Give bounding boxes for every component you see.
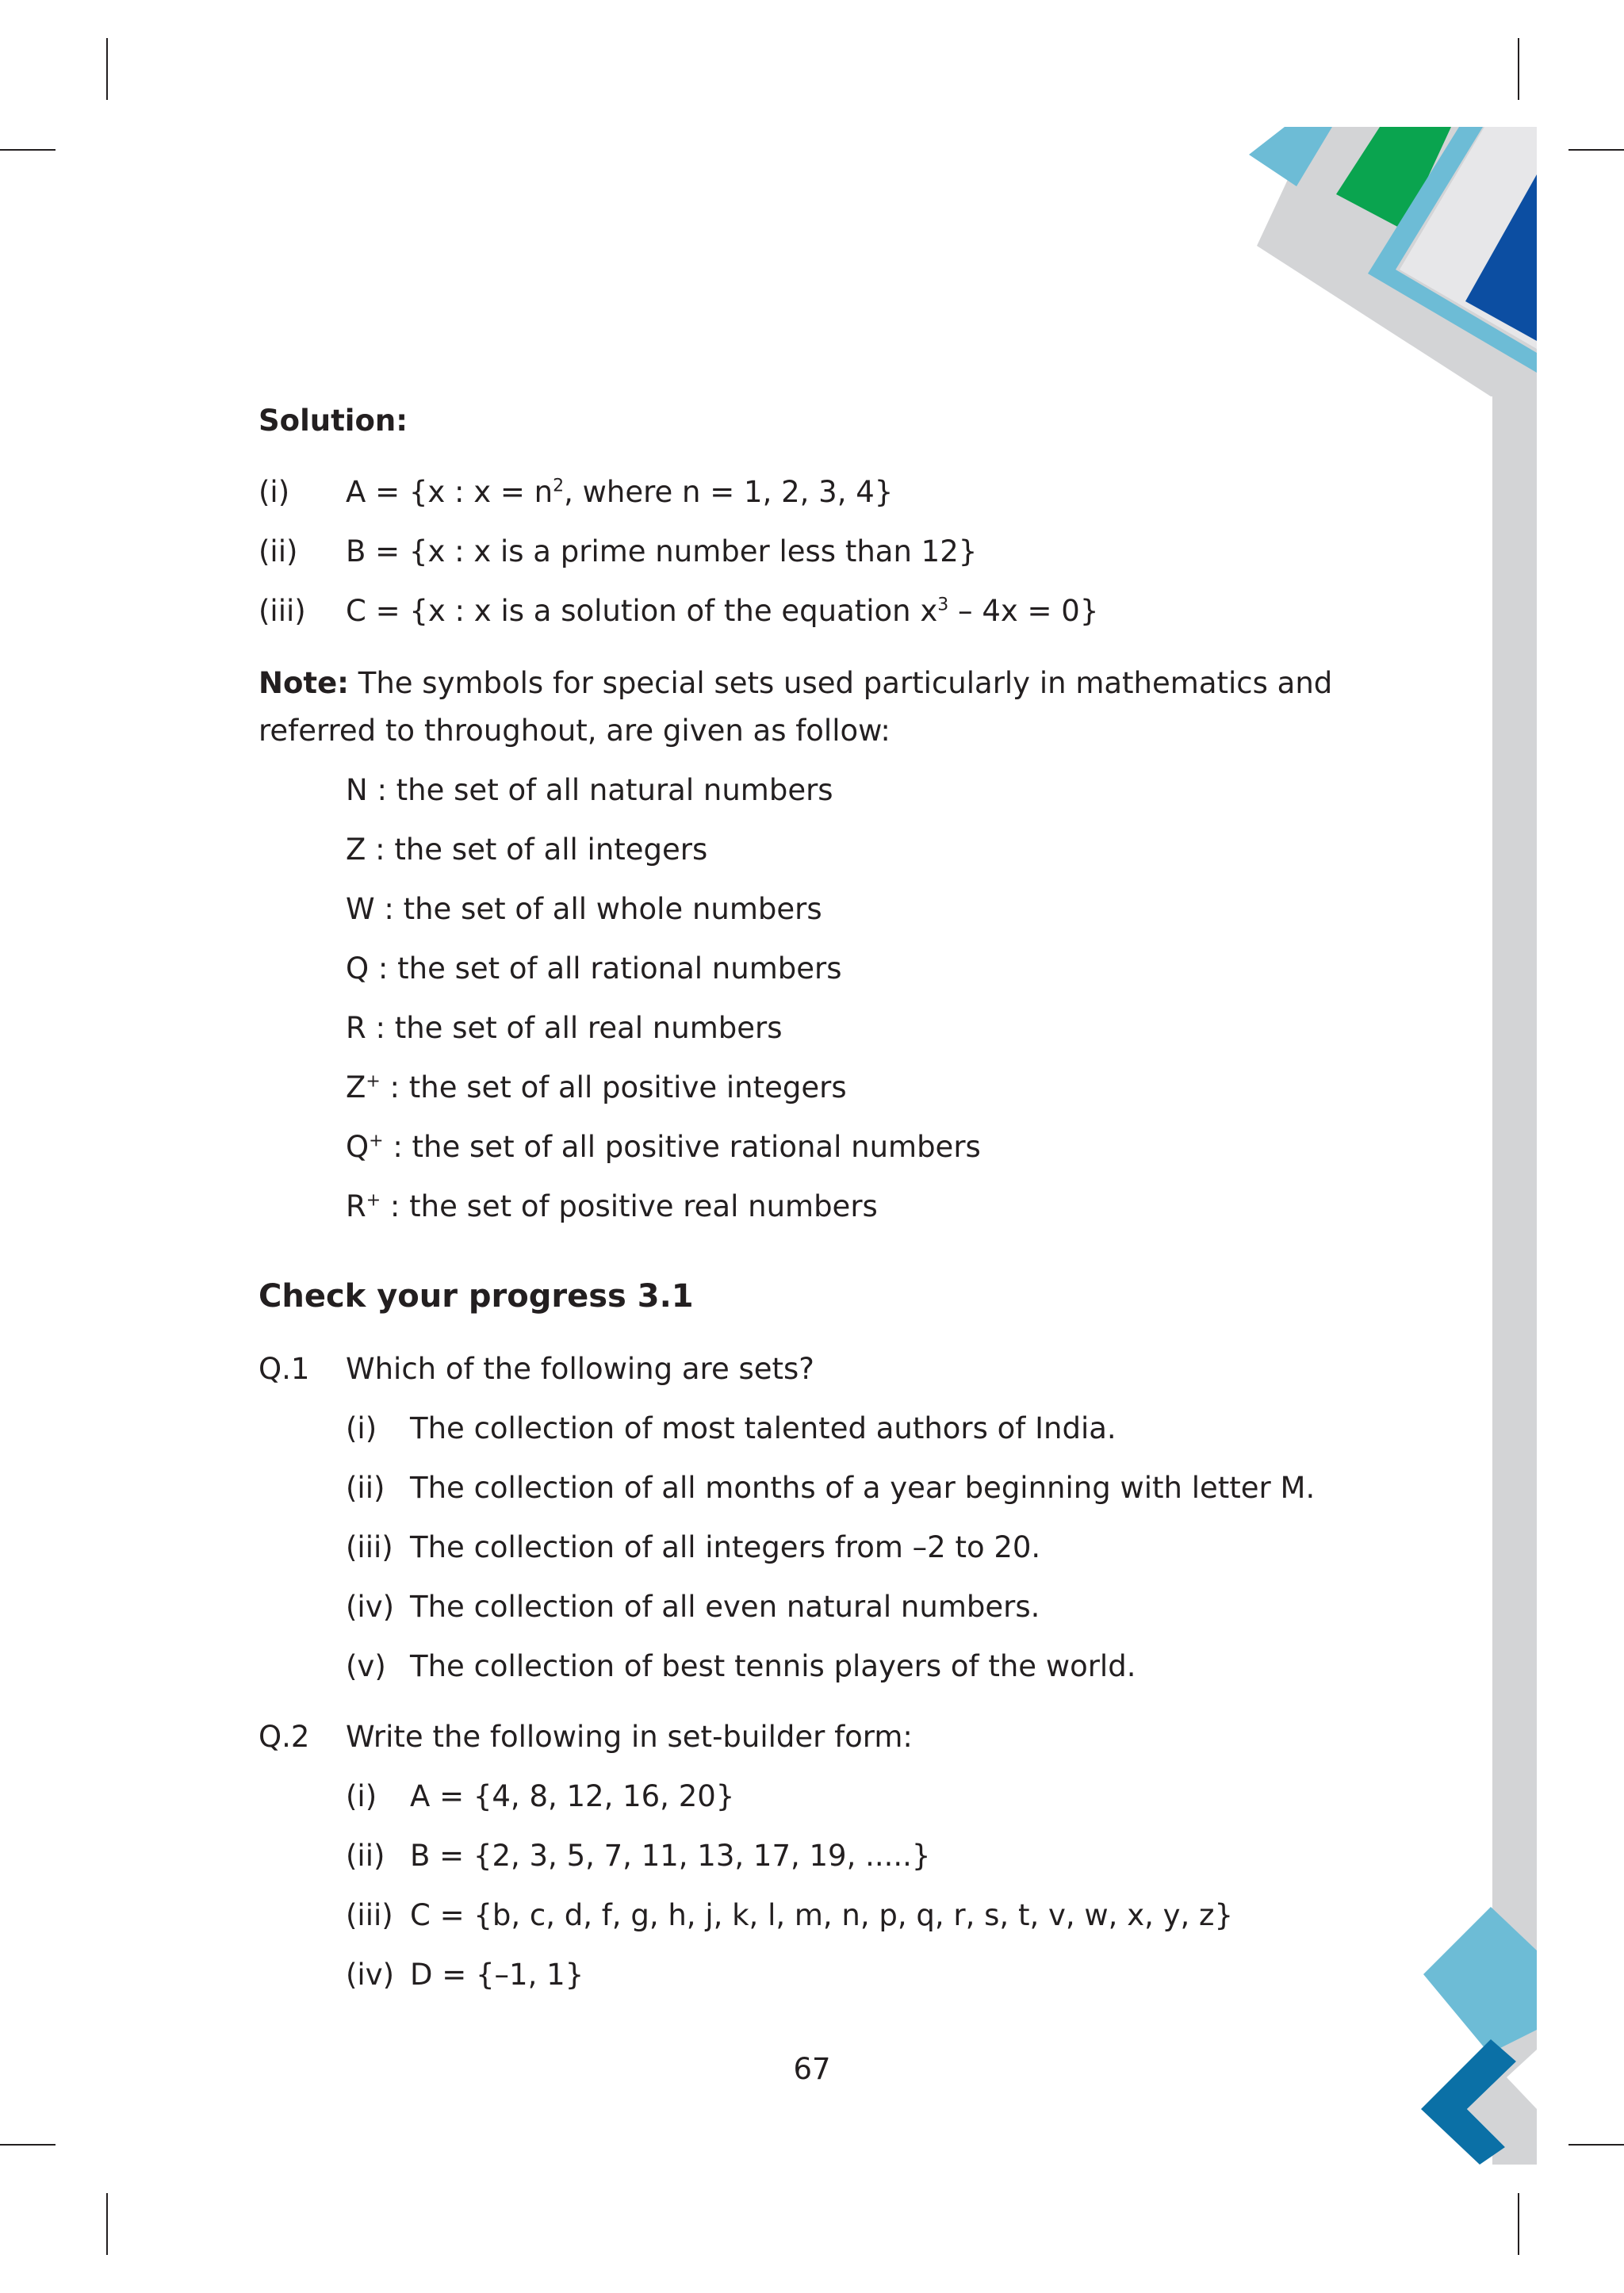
symbol-definition: Q : the set of all rational numbers	[346, 951, 842, 986]
solution-item-num: (ii)	[259, 534, 298, 568]
question-item-text: The collection of all months of a year beginning with letter M.	[410, 1471, 1316, 1505]
question-num: Q.2	[259, 1720, 310, 1754]
question-item-num: (ii)	[346, 1839, 385, 1873]
question-item-text: The collection of most talented authors of India.	[410, 1411, 1116, 1445]
question-item-text: B = {2, 3, 5, 7, 11, 13, 17, 19, .....}	[410, 1839, 931, 1873]
question-item-text: D = {–1, 1}	[410, 1958, 584, 1992]
solution-heading: Solution:	[259, 404, 408, 438]
question-text: Write the following in set-builder form:	[346, 1720, 913, 1754]
note-paragraph	[259, 660, 1385, 755]
question-item-num: (iv)	[346, 1590, 395, 1624]
question-item-num: (i)	[346, 1779, 377, 1813]
symbol-definition: R+ : the set of positive real numbers	[346, 1189, 878, 1223]
solution-item-text: A = {x : $x = n^2$, where n = 1, 2, 3, 4}	[346, 475, 894, 509]
question-item-num: (ii)	[346, 1471, 385, 1505]
solution-item-num: (iii)	[259, 594, 306, 628]
solution-item-text: B = {x : x is a prime number less than 12}	[346, 534, 978, 568]
solution-item-text: C = {x : x is a solution of the equation $x^3 - 4x = 0$}	[346, 594, 1099, 628]
question-item-text: A = {4, 8, 12, 16, 20}	[410, 1779, 735, 1813]
symbol-definition: Z+ : the set of all positive integers	[346, 1070, 847, 1104]
symbol-definition: N : the set of all natural numbers	[346, 773, 833, 807]
question-item-text: The collection of best tennis players of the world.	[410, 1649, 1136, 1683]
question-item-text: The collection of all integers from –2 to 20.	[410, 1530, 1041, 1564]
question-item-num: (iii)	[346, 1530, 393, 1564]
question-item-num: (iv)	[346, 1958, 395, 1992]
progress-heading: Check your progress 3.1	[259, 1278, 694, 1315]
solution-item-num: (i)	[259, 475, 290, 509]
symbol-definition: Q+ : the set of all positive rational numbers	[346, 1130, 981, 1164]
question-item-num: (iii)	[346, 1898, 393, 1932]
question-item-num: (v)	[346, 1649, 386, 1683]
symbol-definition: Z : the set of all integers	[346, 833, 708, 867]
symbol-definition: W : the set of all whole numbers	[346, 892, 822, 926]
question-item-num: (i)	[346, 1411, 377, 1445]
question-num: Q.1	[259, 1352, 310, 1386]
question-text: Which of the following are sets?	[346, 1352, 814, 1386]
question-item-text: C = {b, c, d, f, g, h, j, k, l, m, n, p, q, r, s, t, v, w, x, y, z}	[410, 1898, 1233, 1932]
note-label: Note:	[259, 666, 349, 700]
symbol-definition: R : the set of all real numbers	[346, 1011, 783, 1045]
page-number: 67	[793, 2052, 831, 2086]
question-item-text: The collection of all even natural numbers.	[410, 1590, 1040, 1624]
note-text: The symbols for special sets used particularly in mathematics and referred to throughout, are given as follow:	[259, 666, 1333, 748]
